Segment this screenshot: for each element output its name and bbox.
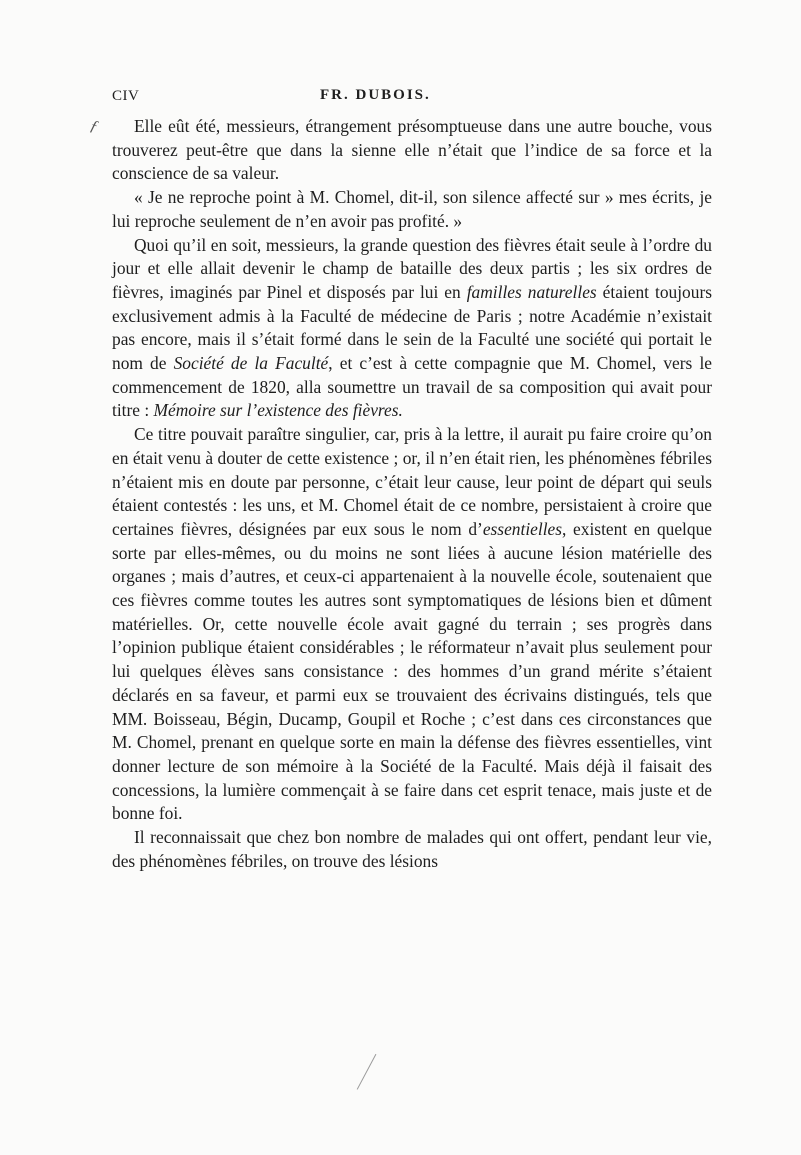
running-head [112,88,712,108]
text-run: , existent en quelque sorte par elles-mêmes, ou du moins ne sont liées à aucune lésion matérielle des organes ; mais d’autres, et ceux-ci appartenaient à la nouvelle école, soutenaient que ces fièvres comme toutes les autres sont symptomatiques de lésions bien et dûment matérielles. Or, cette nouvelle école avait gagné du terrain ; ses progrès dans l’opinion publique étaient considérables ; le réformateur n’avait plus seulement pour lui quelques élèves sans consistance : des hommes d’un grand mérite s’étaient déclarés en sa faveur, et parmi eux se trouvaient des écrivains distingués, tels que MM. Boisseau, Bégin, Ducamp, Goupil et Roche ; c’est dans ces circonstances que M. Chomel, prenant en quelque sorte en main la défense des fièvres essentielles, vint donner lecture de son mémoire à la Société de la Faculté. Mais déjà il faisait des concessions, la lumière commençait à se faire dans cet esprit tenace, mais juste et de bonne foi. [112,518,712,824]
stray-pen-mark [357,1054,378,1090]
margin-mark: ƒ [87,117,101,136]
italic-text: essentielles [482,518,563,539]
text-run: étaient toujours exclusivement admis à la Faculté de médecine de Paris ; notre Académie n’existait pas encore, mais il s’était formé dans le sein de la Faculté une société qui portait le nom de [112,281,713,374]
paragraph [112,423,712,826]
text-run: , et c’est à cette compagnie que M. Chomel, vers le commencement de 1820, alla soumettre un travail de sa composition qui avait pour titre : [112,353,712,421]
text-run: Il reconnaissait que chez bon nombre de malades qui ont offert, pendant leur vie, des phénomènes fébriles, on trouve des lésions [112,827,712,871]
italic-text: Mémoire sur l’existence des fièvres. [153,400,403,421]
paragraph [112,186,712,233]
running-title: FR. DUBOIS. [320,87,431,103]
italic-text: Société de la Faculté [173,353,329,374]
paragraph [112,826,712,873]
text-run: « Je ne reproche point à M. Chomel, dit-il, son silence affecté sur » mes écrits, je lui reproche seulement de n’en avoir pas profité. » [112,187,712,231]
body-text [112,115,712,874]
text-run: Quoi qu’il en soit, messieurs, la grande question des fièvres était seule à l’ordre du jour et elle allait devenir le champ de bataille des deux partis ; les six ordres de fièvres, imaginés par Pinel et disposés par lui en [112,234,712,302]
paragraph [112,115,712,186]
paragraph [112,234,712,424]
text-run: Elle eût été, messieurs, étrangement présomptueuse dans une autre bouche, vous trouverez peut-être que dans la sienne elle n’était que l’indice de sa force et la conscience de sa valeur. [112,116,712,184]
italic-text: familles naturelles [466,281,597,302]
page-number: CIV [112,88,140,104]
text-run: Ce titre pouvait paraître singulier, car, pris à la lettre, il aurait pu faire croire qu’on en était venu à douter de cette existence ; or, il n’en était rien, les phénomènes fébriles n’étaient mis en doute par personne, c’était leur cause, leur point de départ qui seuls étaient contestés : les uns, et M. Chomel était de ce nombre, persistaient à croire que certaines fièvres, désignées par eux sous le nom d’ [112,424,712,539]
